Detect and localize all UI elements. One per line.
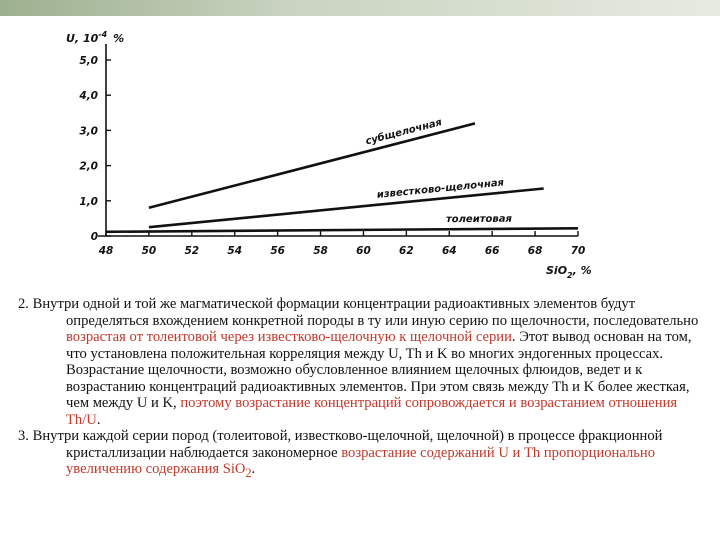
y-tick-label: 5,0: [79, 55, 98, 67]
series-line: [106, 228, 578, 232]
line-chart: [58, 22, 620, 284]
series-label: известково-щелочная: [376, 177, 505, 201]
y-tick-label: 4,0: [79, 90, 98, 103]
paragraph-2-number: 2.: [18, 296, 29, 312]
x-tick-label: 68: [527, 245, 543, 257]
paragraph-3-highlight-1: возрастание содержаний U и Th пропорционально увеличению содержания SiO: [66, 444, 656, 477]
paragraph-3-highlight-sub: 2: [245, 465, 252, 480]
paragraph-2-text-a: Внутри одной и той же магматической формации концентрации радиоактивных элементов будут определяться вхождением конкретной породы в ту или иную серию по щелочности, последовательно: [28, 296, 699, 329]
series-label: субщелочная: [364, 117, 444, 148]
paragraph-2: [18, 296, 710, 428]
x-tick-label: 70: [570, 245, 586, 257]
x-tick-label: 54: [227, 245, 243, 257]
chart: [58, 22, 620, 284]
series-label: толеитовая: [445, 213, 512, 226]
paragraph-3: [18, 428, 710, 481]
x-tick-label: 48: [98, 245, 114, 257]
x-tick-label: 66: [484, 245, 500, 257]
y-tick-label: 3,0: [79, 125, 98, 138]
x-tick-label: 62: [399, 245, 414, 257]
text-block: [18, 296, 710, 481]
y-axis-label: U, $10^{-4}$ %: [66, 30, 125, 45]
paragraph-2-text-c: .: [96, 411, 101, 428]
x-tick-label: 52: [184, 245, 200, 257]
x-tick-label: 50: [141, 245, 157, 257]
paragraph-2-highlight-2: поэтому возрастание концентраций сопровождается и возрастанием отношения Th/U: [66, 395, 678, 428]
y-tick-label: 1,0: [79, 195, 98, 208]
paragraph-2-highlight-1: возрастая от толеитовой через известково-щелочную к щелочной серии: [66, 329, 512, 345]
x-tick-label: 56: [270, 245, 285, 257]
y-tick-label: 2,0: [79, 160, 98, 173]
paragraph-3-number: 3.: [18, 428, 29, 444]
paragraph-3-text-a: Внутри каждой серии пород (толеитовой, известково-щелочной, щелочной) в процессе фракционной кристаллизации наблюдается закономерное: [28, 428, 663, 461]
x-axis-label: SiO$_2$, %: [546, 264, 592, 280]
axes: [98, 44, 578, 236]
paragraph-2-text-b: . Этот вывод основан на том, что установлена положительная корреляция между U, Th и K во многих эндогенных процессах. Возрастание щелочности, возможно обусловленное влиянием щелочных флюидов, ведет и к возрастанию концентраций радиоактивных элементов. При этом связь между Th и K более жесткая, чем между U и K,: [66, 329, 692, 411]
paragraph-3-text-c: .: [251, 461, 256, 477]
x-tick-label: 60: [356, 245, 371, 257]
x-tick-label: 64: [441, 245, 457, 257]
y-tick-label: 0: [90, 231, 98, 243]
slide-top-bar: [0, 0, 720, 16]
x-ticks: [98, 231, 586, 257]
x-tick-label: 58: [313, 245, 328, 257]
